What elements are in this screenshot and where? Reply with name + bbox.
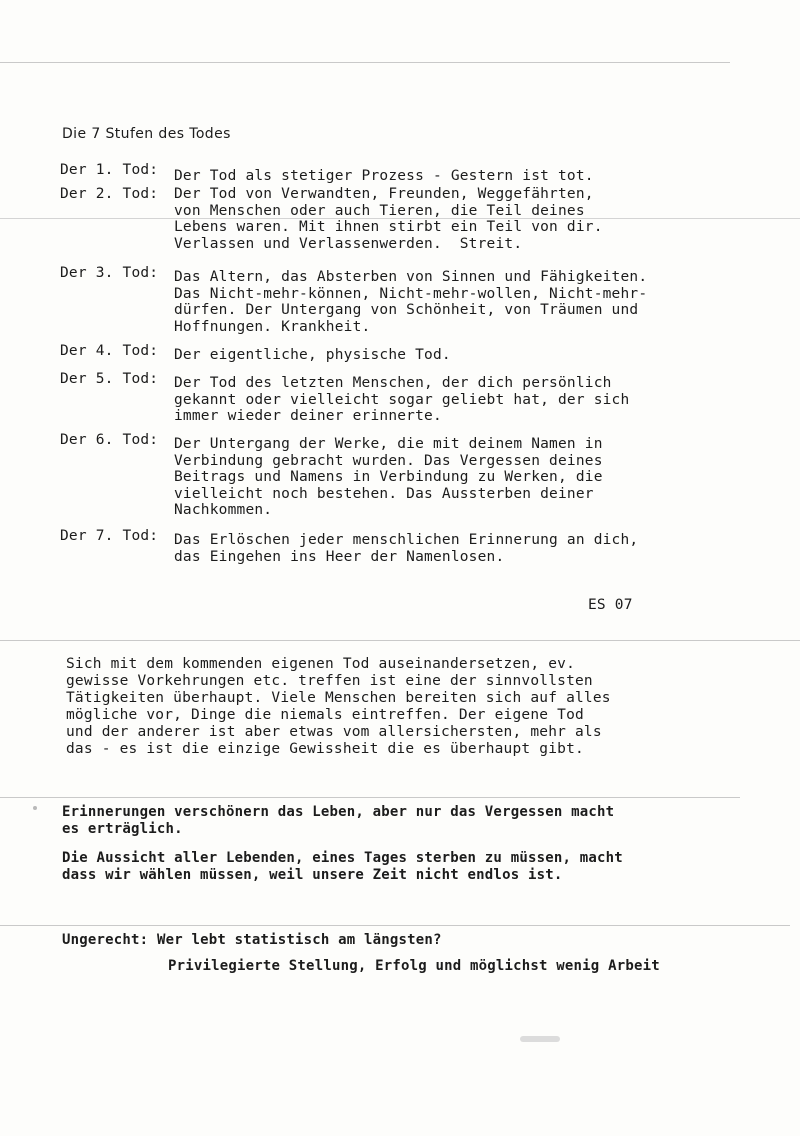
paragraph-line: Sich mit dem kommenden eigenen Tod auseinandersetzen, ev. [66,656,575,672]
reflection-paragraph [66,656,611,758]
stage-label: Der 7. Tod: [60,528,159,544]
stage-line: Beitrags und Namens in Verbindung zu Werken, die [174,469,603,485]
paragraph-line: das - es ist die einzige Gewissheit die es überhaupt gibt. [66,741,584,757]
stage-line: Der eigentliche, physische Tod. [174,347,451,363]
quote-line: Die Aussicht aller Lebenden, eines Tages sterben zu müssen, macht [62,850,623,866]
document-title: Die 7 Stufen des Todes [62,126,231,142]
stage-text [174,347,734,364]
speck-mark [33,806,37,810]
stage-text [174,532,734,565]
stage-line: Das Altern, das Absterben von Sinnen und Fähigkeiten. [174,269,648,285]
stage-line: Verbindung gebracht wurden. Das Vergessen deines [174,452,603,469]
stage-line: Das Erlöschen jeder menschlichen Erinnerung an dich, [174,532,639,548]
stage-line: Der Tod von Verwandten, Freunden, Weggefährten, [174,186,594,202]
stage-label: Der 6. Tod: [60,432,159,448]
stage-line: Verlassen und Verlassenwerden. Streit. [174,235,523,252]
smudge-mark [520,1036,560,1042]
quote-line: dass wir wählen müssen, weil unsere Zeit nicht endlos ist. [62,867,563,883]
stage-label: Der 3. Tod: [60,265,159,281]
unfair-label: Ungerecht: [62,932,149,948]
unfair-question: Wer lebt statistisch am längsten? [156,932,442,948]
stage-line: das Eingehen ins Heer der Namenlosen. [174,548,505,565]
stage-line: von Menschen oder auch Tieren, die Teil deines [174,202,585,219]
stage-line: Das Nicht-mehr-können, Nicht-mehr-wollen, Nicht-mehr- [174,285,648,302]
cut-line-top [0,62,730,63]
unfair-answer [168,958,660,975]
quote-line: Erinnerungen verschönern das Leben, aber nur das Vergessen macht [62,804,615,820]
paragraph-line: mögliche vor, Dinge die niemals eintreffen. Der eigene Tod [66,707,584,723]
quote-line: es erträglich. [62,821,183,837]
paragraph-line: gewisse Vorkehrungen etc. treffen ist eine der sinnvollsten [66,673,593,689]
paragraph-line: Tätigkeiten überhaupt. Viele Menschen bereiten sich auf alles [66,690,611,706]
stage-text [174,186,734,252]
stage-line: immer wieder deiner erinnerte. [174,408,442,424]
stage-line: Nachkommen. [174,502,273,518]
stage-line: Der Untergang der Werke, die mit deinem Namen in [174,436,603,452]
author-signature: ES 07 [588,597,633,613]
cut-line-mid-3 [0,797,740,798]
unfair-note [62,932,442,949]
stage-text [174,269,734,335]
stage-label: Der 1. Tod: [60,162,159,178]
choice-quote [62,850,623,884]
stage-line: Hoffnungen. Krankheit. [174,318,371,335]
stage-text [174,436,734,519]
unfair-answer-line: Privilegierte Stellung, Erfolg und möglichst wenig Arbeit [168,958,660,974]
stage-label: Der 2. Tod: [60,186,159,202]
stage-label: Der 5. Tod: [60,371,159,387]
memory-quote [62,804,614,838]
stage-text [174,375,734,425]
stage-label: Der 4. Tod: [60,343,159,359]
stage-line: vielleicht noch bestehen. Das Aussterben deiner [174,485,594,502]
unfair-line-1 [62,932,442,949]
stage-line: gekannt oder vielleicht sogar geliebt hat, der sich [174,391,630,408]
stage-text [174,168,734,185]
stage-line: dürfen. Der Untergang von Schönheit, von Träumen und [174,302,639,318]
stage-line: Lebens waren. Mit ihnen stirbt ein Teil von dir. [174,219,603,235]
stage-line: Der Tod als stetiger Prozess - Gestern ist tot. [174,168,594,184]
cut-line-bottom [0,925,790,926]
cut-line-mid-2 [0,640,800,641]
paragraph-line: und der anderer ist aber etwas vom allersichersten, mehr als [66,724,602,740]
stage-line: Der Tod des letzten Menschen, der dich persönlich [174,375,612,391]
